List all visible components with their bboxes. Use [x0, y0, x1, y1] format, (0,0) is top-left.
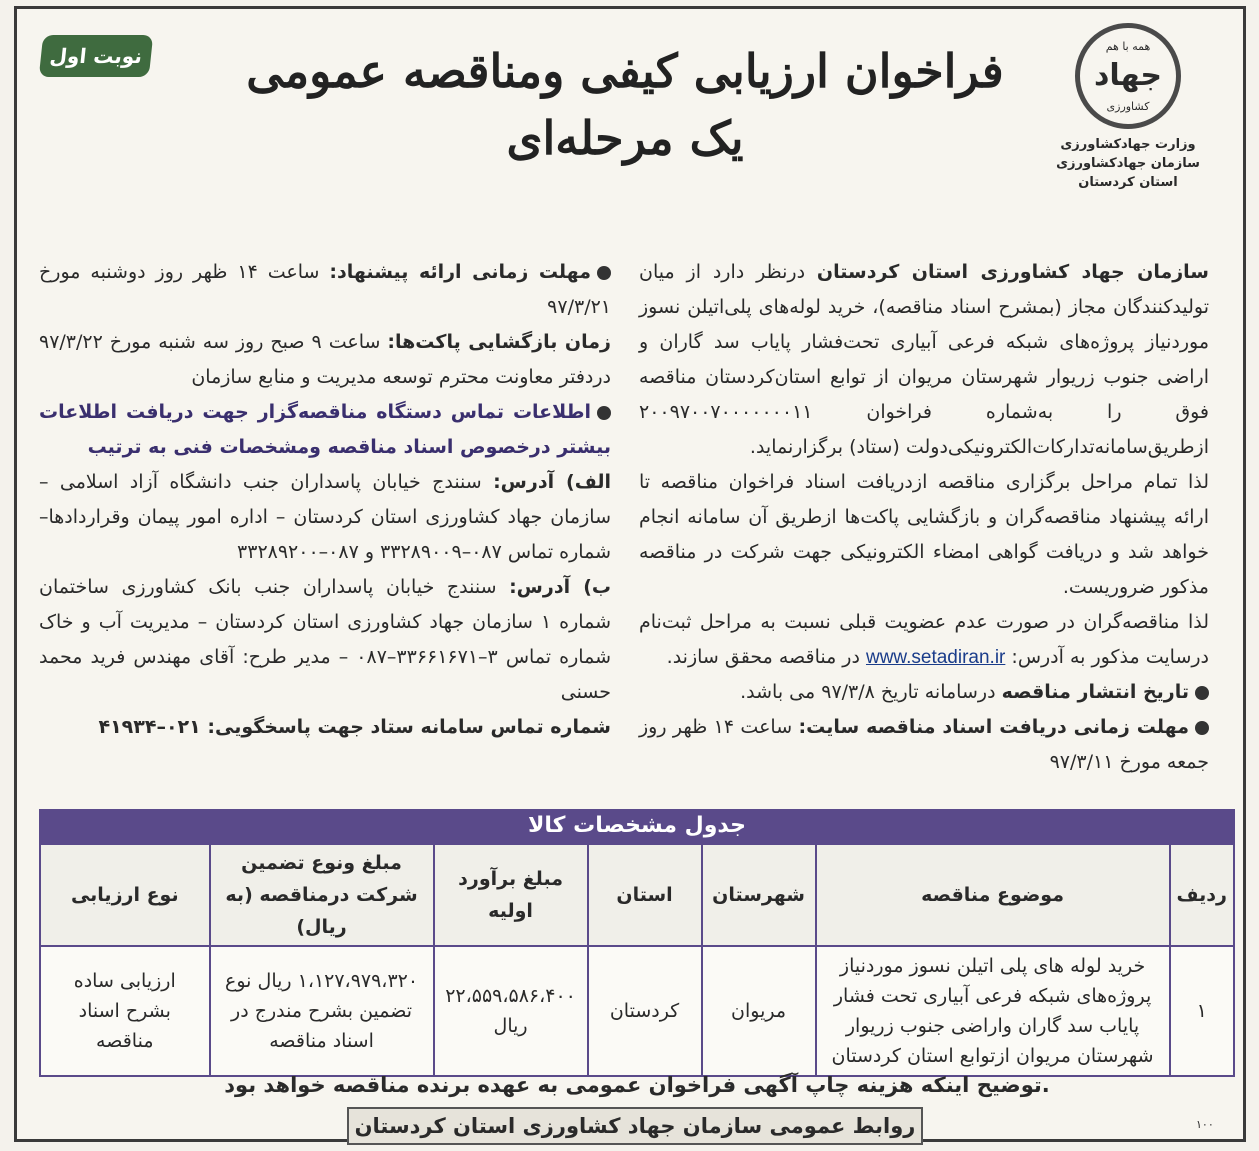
bullet-icon	[1195, 686, 1209, 700]
offer-text: ساعت ۱۴ ظهر روز دوشنبه مورخ ۹۷/۳/۲۱	[39, 261, 611, 318]
cell-evaluation: ارزیابی ساده بشرح اسناد مناقصه	[40, 946, 210, 1076]
ministry-line: سازمان جهادکشاورزی	[1056, 156, 1200, 171]
publish-label: تاریخ انتشار مناقصه	[1001, 681, 1189, 703]
docs-label: مهلت زمانی دریافت اسناد مناقصه سایت:	[798, 716, 1189, 738]
col-header: مبلغ ونوع تضمین شرکت درمناقصه (به ریال)	[210, 844, 434, 946]
address-a-text: سنندج خیابان پاسداران جنب دانشگاه آزاد اسلامی – سازمان جهاد کشاورزی استان کردستان – اداره امور پیمان وقراردادها– شماره تماس ۰۸۷–۳۳۲۸۹۰۰۹ و ۰۸۷–۳۳۲۸۹۲۰۰	[39, 471, 611, 563]
col-header: نوع ارزیابی	[40, 844, 210, 946]
registration-text: لذا مناقصه‌گران در صورت عدم عضویت قبلی نسبت به مراحل ثبت‌نام درسایت مذکور به آدرس:	[639, 611, 1209, 668]
jahad-logo-icon	[1075, 23, 1181, 129]
header	[17, 9, 1243, 217]
registration-text-end: در مناقصه محقق سازند.	[666, 646, 866, 668]
setad-label: شماره تماس سامانه ستاد جهت پاسخگویی:	[207, 716, 611, 738]
round-badge: نوبت اول	[39, 35, 153, 77]
opening-text: ساعت ۹ صبح روز سه شنبه مورخ ۹۷/۳/۲۲ دردفتر معاونت محترم توسعه مدیریت و منابع سازمان	[39, 331, 611, 388]
table-title: جدول مشخصات کالا	[39, 809, 1235, 843]
opening-time	[39, 325, 611, 395]
address-b-text: سنندج خیابان پاسداران جنب بانک کشاورزی ساختمان شماره ۱ سازمان جهاد کشاورزی استان کردستان – مدیریت آب و خاک شماره تماس ۳–۳۳۶۶۱۶۷۱–۰۸۷ – مدیر طرح: آقای مهندس فرید محمد حسنی	[39, 576, 611, 703]
page-number: ۱۰۰	[1196, 1118, 1214, 1131]
publish-text: درسامانه تاریخ ۹۷/۳/۸ می باشد.	[740, 681, 1002, 703]
offer-label: مهلت زمانی ارائه پیشنهاد:	[329, 261, 591, 283]
left-column	[39, 255, 611, 745]
col-header: ردیف	[1170, 844, 1234, 946]
process-paragraph: لذا تمام مراحل برگزاری مناقصه ازدریافت اسناد فراخوان مناقصه تا ارائه پیشنهاد مناقصه‌گران و بازگشایی پاکت‌ها ازطریق آن سامانه انجام خواهد شد و دریافت گواهی امضاء الکترونیکی جهت شرکت در مناقصه مذکور ضروریست.	[639, 471, 1209, 598]
logo-main-text: جهاد	[1093, 58, 1163, 93]
cell-city: مریوان	[702, 946, 816, 1076]
address-b-label: ب) آدرس:	[509, 576, 611, 598]
docs-deadline	[639, 710, 1209, 780]
ministry-name	[1053, 135, 1203, 192]
contact-label: اطلاعات تماس دستگاه مناقصه‌گزار جهت دریافت اطلاعات بیشتر در‌خصوص اسناد مناقصه ومشخصات فنی به ترتیب	[39, 401, 611, 458]
specs-table	[39, 809, 1235, 1077]
cell-guarantee: ۱،۱۲۷،۹۷۹،۳۲۰ ریال نوع تضمین بشرح مندرج در اسناد مناقصه	[210, 946, 434, 1076]
address-a-label: الف) آدرس:	[493, 471, 611, 493]
contact-heading	[39, 395, 611, 465]
bullet-icon	[1195, 721, 1209, 735]
opening-label: زمان بازگشایی پاکت‌ها:	[387, 331, 611, 353]
address-b	[39, 570, 611, 710]
specs-grid	[39, 843, 1235, 1077]
org-name: سازمان جهاد کشاورزی استان کردستان	[816, 261, 1209, 283]
table-row	[40, 946, 1234, 1076]
cell-province: کردستان	[588, 946, 702, 1076]
notice-page	[14, 6, 1246, 1142]
bullet-icon	[597, 406, 611, 420]
intro-text: درنظر دارد از میان تولیدکنندگان مجاز (بمشرح اسناد مناقصه)، خرید لوله‌های پلی‌اتیلن نسوز موردنیاز پروژه‌های شبکه فرعی آبیاری تحت‌فشار پایاب سد گاران و اراضی جنوب زریوار شهرستان مریوان از توابع استان‌کردستان مناقصه فوق را به‌شماره فراخوان ۲۰۰۹۷۰۰۷۰۰۰۰۰۰۰۱۱ از‌طریق‌سامانه‌تدارکات‌الکترونیکی‌دولت (ستاد) برگزار‌نماید.	[639, 261, 1209, 458]
offer-deadline	[39, 255, 611, 325]
title-line1: فراخوان ارزیابی کیفی ومناقصه عمومی	[246, 44, 1004, 98]
bullet-icon	[597, 266, 611, 280]
setad-link[interactable]: www.setadiran.ir	[865, 647, 1006, 668]
ministry-logo	[1053, 23, 1203, 192]
address-a	[39, 465, 611, 570]
ministry-line: وزارت جهادکشاورزی	[1060, 137, 1196, 152]
page-title	[237, 39, 1013, 173]
title-line2: یک مرحله‌ای	[506, 111, 744, 165]
col-header: استان	[588, 844, 702, 946]
right-column	[639, 255, 1209, 780]
intro-paragraph	[639, 255, 1209, 465]
col-header: شهرستان	[702, 844, 816, 946]
public-relations-footer: روابط عمومی سازمان جهاد کشاورزی استان کردستان	[347, 1107, 923, 1145]
table-header-row	[40, 844, 1234, 946]
docs-text: ساعت ۱۴ ظهر روز جمعه مورخ ۹۷/۳/۱۱	[639, 716, 1209, 773]
printing-cost-note: توضیح اینکه هزینه چاپ آگهی فراخوان عمومی به عهده برنده مناقصه خواهد بود.	[224, 1073, 1050, 1097]
publish-date	[639, 675, 1209, 710]
cell-index: ۱	[1170, 946, 1234, 1076]
col-header: مبلغ برآورد اولیه	[434, 844, 588, 946]
setad-number: ۰۲۱–۴۱۹۳۴	[98, 716, 208, 738]
cell-estimate: ۲۲،۵۵۹،۵۸۶،۴۰۰ ریال	[434, 946, 588, 1076]
logo-top-text: همه با هم	[1105, 40, 1151, 53]
cell-subject: خرید لوله های پلی اتیلن نسوز موردنیاز پروژه‌های شبکه فرعی آبیاری تحت فشار پایاب سد گاران واراضی جنوب زریوار شهرستان مریوان ازتوابع استان کردستان	[816, 946, 1170, 1076]
logo-bottom-text: کشاورزی	[1106, 100, 1150, 113]
col-header: موضوع مناقصه	[816, 844, 1170, 946]
ministry-line: استان کردستان	[1078, 175, 1178, 190]
setad-contact	[39, 710, 611, 745]
registration-paragraph	[639, 605, 1209, 675]
